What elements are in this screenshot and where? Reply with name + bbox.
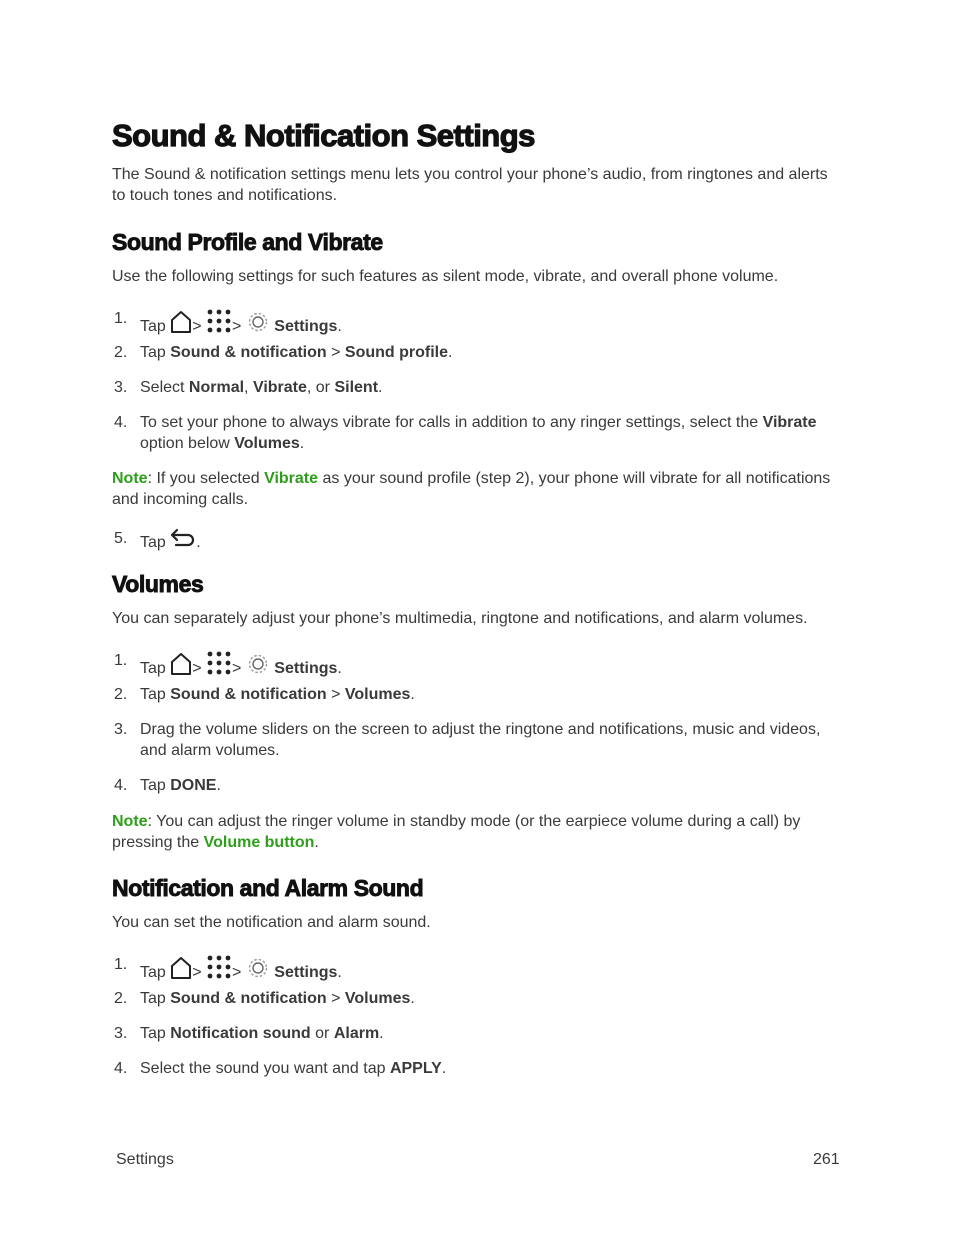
apps-grid-icon: [206, 650, 232, 676]
note: Note: If you selected Vibrate as your sound profile (step 2), your phone will vibrate for all notifications and incoming calls.: [112, 470, 831, 508]
back-icon: [170, 528, 196, 550]
page-title: Sound & Notification Settings: [112, 118, 535, 153]
settings-gear-icon: [246, 310, 270, 334]
section-heading-sound-profile: Sound Profile and Vibrate: [112, 229, 383, 255]
page-intro: The Sound & notification settings menu lets you control your phone’s audio, from ringtones and alerts to touch tones and notifications.: [112, 166, 828, 204]
home-icon: [170, 956, 192, 980]
section-heading-volumes: Volumes: [112, 571, 204, 597]
section-heading-notification-alarm: Notification and Alarm Sound: [112, 875, 424, 901]
section-intro: You can separately adjust your phone’s multimedia, ringtone and notifications, and alarm volumes.: [112, 610, 808, 627]
apps-grid-icon: [206, 954, 232, 980]
apps-grid-icon: [206, 308, 232, 334]
section-intro: Use the following settings for such features as silent mode, vibrate, and overall phone volume.: [112, 268, 779, 285]
settings-gear-icon: [246, 652, 270, 676]
home-icon: [170, 310, 192, 334]
footer-page-number: 261: [813, 1151, 840, 1168]
note: Note: You can adjust the ringer volume in standby mode (or the earpiece volume during a call) by pressing the Volume button.: [112, 813, 801, 851]
footer-section-name: Settings: [116, 1151, 174, 1168]
settings-gear-icon: [246, 956, 270, 980]
section-intro: You can set the notification and alarm sound.: [112, 914, 431, 931]
home-icon: [170, 652, 192, 676]
